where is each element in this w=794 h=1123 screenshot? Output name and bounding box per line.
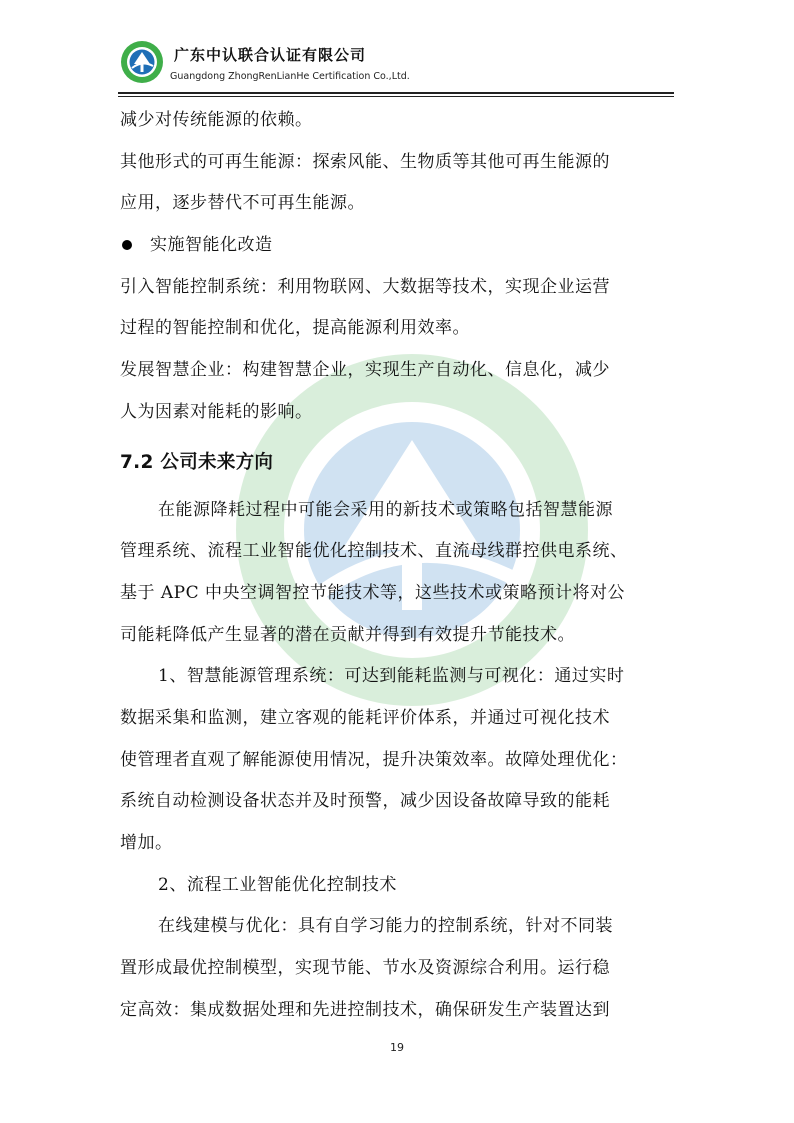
page-number: 19 [390, 1041, 404, 1054]
company-name-english: Guangdong ZhongRenLianHe Certification Co.,Ltd. [170, 71, 410, 82]
body-text-line: 减少对传统能源的依赖。 [120, 110, 313, 130]
body-text-line: 使管理者直观了解能源使用情况，提升决策效率。故障处理优化： [120, 749, 628, 770]
body-text-line: 其他形式的可再生能源：探索风能、生物质等其他可再生能源的 [120, 151, 610, 172]
body-text-line: 置形成最优控制模型，实现节能、节水及资源综合利用。运行稳 [120, 958, 610, 979]
body-text-line: 人为因素对能耗的影响。 [120, 401, 313, 422]
body-text-line: 基于 APC 中央空调智控节能技术等，这些技术或策略预计将对公 [120, 582, 626, 603]
page-header [118, 38, 674, 96]
company-logo [120, 40, 164, 84]
company-name-chinese: 广东中认联合认证有限公司 [174, 46, 367, 64]
document-body [120, 100, 676, 1031]
body-text-line: 在能源降耗过程中可能会采用的新技术或策略包括智慧能源 [158, 499, 613, 520]
bullet-dot-icon [122, 240, 132, 250]
body-text-line: 2、流程工业智能优化控制技术 [158, 874, 397, 895]
body-text-line: 定高效：集成数据处理和先进控制技术，确保研发生产装置达到 [120, 999, 610, 1020]
body-text-line: 过程的智能控制和优化，提高能源利用效率。 [120, 318, 470, 339]
bullet-item-label: 实施智能化改造 [150, 235, 273, 256]
body-text-line: 系统自动检测设备状态并及时预警，减少因设备故障导致的能耗 [120, 791, 610, 812]
section-heading: 7.2 公司未来方向 [120, 451, 274, 473]
body-text-line: 在线建模与优化：具有自学习能力的控制系统，针对不同装 [158, 916, 613, 937]
header-rule-thin [118, 96, 674, 97]
body-text-line: 引入智能控制系统：利用物联网、大数据等技术，实现企业运营 [120, 276, 610, 297]
header-rule-thick [118, 92, 674, 94]
body-text-line: 管理系统、流程工业智能优化控制技术、直流母线群控供电系统、 [120, 541, 628, 562]
body-text-line: 增加。 [120, 833, 173, 853]
body-text-line: 司能耗降低产生显著的潜在贡献并得到有效提升节能技术。 [120, 624, 575, 645]
body-text-line: 发展智慧企业：构建智慧企业，实现生产自动化、信息化，减少 [120, 360, 610, 381]
bullet-item [120, 225, 676, 267]
body-text-line: 应用，逐步替代不可再生能源。 [120, 193, 365, 214]
body-text-line: 数据采集和监测，建立客观的能耗评价体系，并通过可视化技术 [120, 707, 610, 728]
body-text-line: 1、智慧能源管理系统：可达到能耗监测与可视化：通过实时 [158, 666, 625, 687]
